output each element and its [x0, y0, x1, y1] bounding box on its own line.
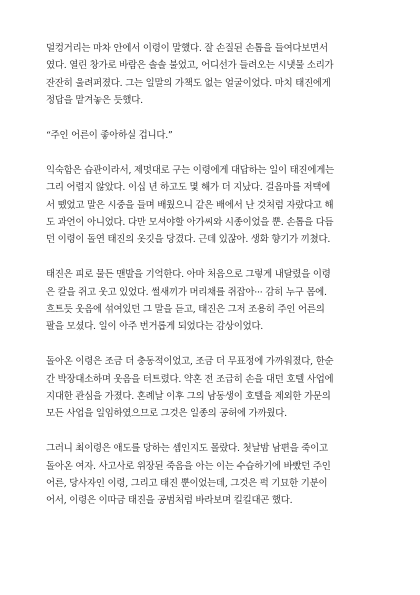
- text-line: 그리 어렵지 않았다. 이십 년 하고도 몇 해가 더 지났다. 걸음마를 저택에: [46, 182, 331, 194]
- paragraph-spacer: [46, 110, 374, 127]
- text-line: 잔잔히 울려퍼졌다. 그는 일말의 가책도 없는 얼굴이었다. 마치 태진에게: [46, 77, 331, 89]
- text-line: 은 칼을 쥐고 웃고 있었다. 썰새끼가 머리채를 쥐잡아··· 감히 누구 몸에.: [46, 286, 327, 298]
- text-line: 어른, 당사자인 이령, 그리고 태진 뿐이었는데, 그것은 퍽 기묘한 기분이: [46, 478, 328, 490]
- text-line: 태진은 피로 물든 맨발을 기억한다. 아마 처음으로 그렇게 내달렸을 이령: [46, 269, 331, 281]
- text-line: 지대한 관심을 가졌다. 혼례날 이후 그의 남동생이 호텔을 제외한 가문의: [46, 391, 331, 403]
- text-line: 팔을 모셨다. 일이 아주 번거롭게 되었다는 감상이었다.: [46, 321, 264, 333]
- text-line: 익숙함은 습관이라서, 제멋대로 구는 이령에게 대답하는 일이 태진에게는: [46, 164, 334, 176]
- text-line: 모든 사업을 일임하였으므로 그것은 일종의 공허에 가까웠다.: [46, 408, 287, 420]
- paragraph-spacer: [46, 336, 374, 353]
- text-line: 흐트듯 웃음에 섞여있던 그 말을 듣고, 태진은 그저 조용히 주인 어른의: [46, 304, 325, 316]
- text-line: 돌아온 이령은 조금 더 충동적이었고, 조금 더 무표정에 가까워졌다, 한순: [46, 356, 334, 368]
- paragraph-spacer: [46, 423, 374, 440]
- paragraph-6: [46, 440, 374, 510]
- paragraph-2-quote: [46, 127, 374, 144]
- paragraph-1: [46, 40, 374, 110]
- paragraph-4: [46, 266, 374, 336]
- text-line: 도 과언이 아니었다. 다만 모셔야할 아가씨와 시종이었을 뿐. 손톱을 다듬: [46, 217, 334, 229]
- text-line: 덜컹거리는 마차 안에서 이령이 말했다. 잘 손질된 손톱을 들여다보면서: [46, 43, 328, 54]
- text-line: 그러니 최이령은 애도를 당하는 셈인지도 몰랐다. 첫날밤 남편을 죽이고: [46, 443, 328, 455]
- paragraph-5: [46, 353, 374, 423]
- text-line: “주인 어른이 좋아하실 겁니다.”: [46, 130, 173, 142]
- text-line: 던 이령이 돌연 태진의 옷깃을 당겼다. 근데 있잖아. 생화 향기가 끼쳤다.: [46, 234, 331, 246]
- text-line: 정답을 맡겨놓은 듯했다.: [46, 95, 143, 107]
- paragraph-3: [46, 162, 374, 249]
- text-line: 였다. 열린 창가로 바람은 솔솔 불었고, 어디선가 들려오는 시냇물 소리가: [46, 60, 334, 72]
- text-line: 돌아온 여자. 사고사로 위장된 죽음을 아는 이는 수습하기에 바빴던 주인: [46, 460, 331, 472]
- paragraph-spacer: [46, 144, 374, 161]
- text-line: 어서, 이령은 이따금 태진을 공범처럼 바라보며 킬킬대곤 했다.: [46, 495, 293, 507]
- text-line: 서 뗐었고 말은 시중을 들며 배웠으니 같은 배에서 난 것처럼 자랐다고 해: [46, 199, 334, 211]
- paragraph-spacer: [46, 249, 374, 266]
- text-line: 간 박장대소하며 웃음을 터트렸다. 약혼 전 조급히 손을 대던 호텔 사업에: [46, 373, 334, 385]
